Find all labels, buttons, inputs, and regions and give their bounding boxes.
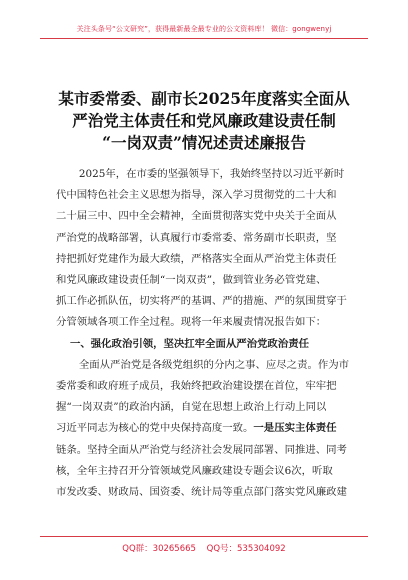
footer-qq-group: QQ群：30265665 (122, 544, 196, 554)
paragraph-line: 抓工作必抓队伍，切实将严的基调、严的措施、严的氛围贯穿于 (56, 295, 347, 308)
paragraph-line: 市发改委、财政局、国资委、统计局等重点部门落实党风廉政建 (56, 486, 347, 499)
footer-contact (0, 542, 408, 554)
paragraph-line: 分管领域各项工作全过程。现将一年来履责情况报告如下： (56, 316, 327, 329)
header-divider (40, 38, 368, 39)
paragraph-line: 严治党的战略部署，认真履行市委常委、常务副市长职责，坚 (56, 231, 337, 244)
paragraph-line (56, 418, 368, 439)
paragraph-line: 代中国特色社会主义思想为指导，深入学习贯彻党的二十大和 (56, 189, 337, 202)
emphasis-text: 一是压实主体责任 (253, 422, 337, 435)
paragraph-line: 持把抓好党建作为最大政绩，严格落实全面从严治党主体责任 (56, 252, 337, 265)
document-title (40, 88, 368, 154)
title-line: 某市委常委、副市长2025年度落实全面从 (58, 89, 350, 108)
paragraph-line: 核，全年主持召开分管领域党风廉政建设专题会议6次，听取 (56, 464, 333, 477)
title-line: “一岗双责”情况述责述廉报告 (102, 133, 306, 152)
paragraph-text: 习近平同志为核心的党中央保持高度一致。 (56, 422, 254, 435)
footer-qq-number: QQ号：535304092 (206, 544, 286, 554)
section-heading: 一、强化政治引领，坚决扛牢全面从严治党政治责任 (70, 337, 309, 350)
document-body (56, 164, 368, 503)
title-line: 严治党主体责任和党风廉政建设责任制 (72, 111, 336, 130)
paragraph-line: 链条。坚持全面从严治党与经济社会发展同部署、同推进、同考 (56, 443, 347, 456)
paragraph-line: 委常委和政府班子成员，我始终把政治建设摆在首位，牢牢把 (56, 380, 337, 393)
paragraph-line: 2025年，在市委的坚强领导下，我始终坚持以习近平新时 (78, 168, 345, 180)
header-banner: 关注头条号“公文研究”，获得最新最全最专业的公文资料库！ 微信：gongwenyj (76, 25, 332, 33)
paragraph-line: 和党风廉政建设责任制“一岗双责”，做到管业务必管党建、 (56, 274, 327, 287)
paragraph-line: 二十届三中、四中全会精神，全面贯彻落实党中央关于全面从 (56, 210, 337, 223)
paragraph-line: 握“一岗双责”的政治内涵，自觉在思想上政治上行动上同以 (56, 401, 327, 414)
footer-divider (40, 536, 368, 537)
paragraph-line: 全面从严治党是各级党组织的分内之事、应尽之责。作为市 (78, 358, 350, 371)
